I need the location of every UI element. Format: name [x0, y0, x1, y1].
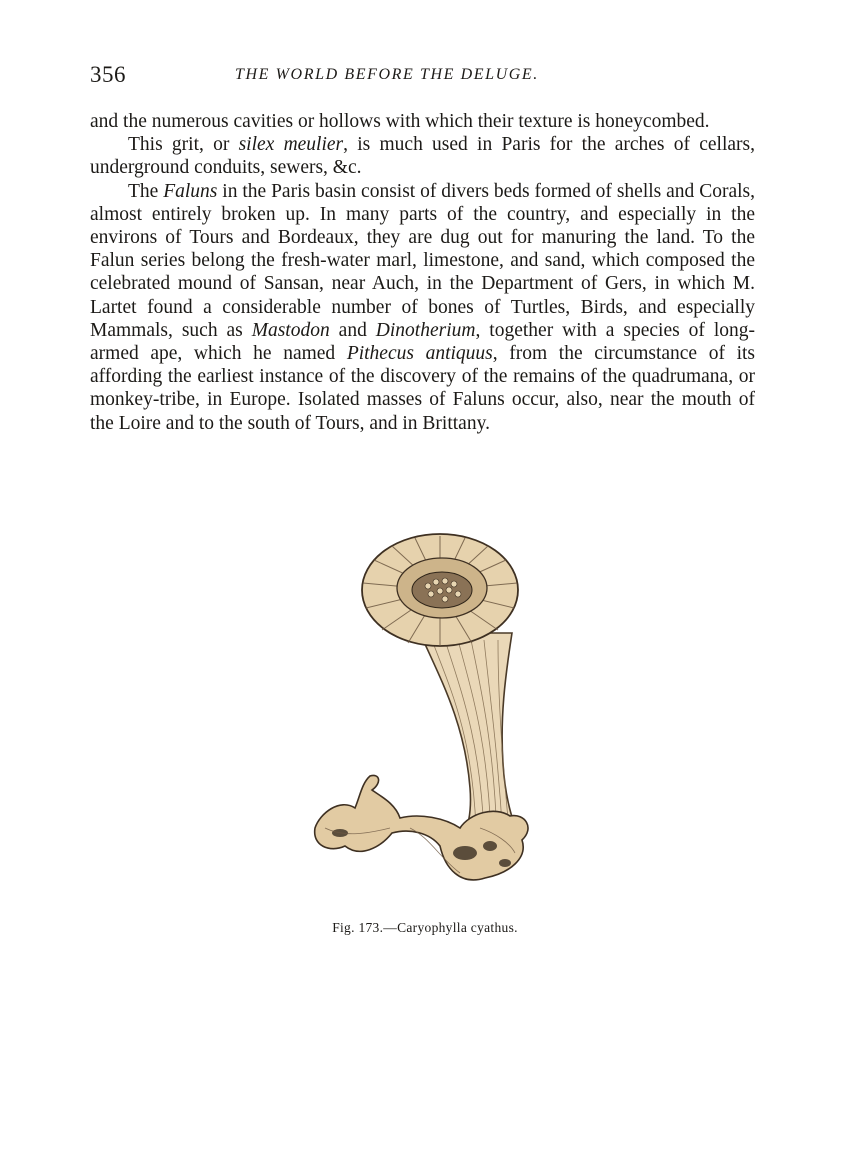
term-silex-meulier: silex meulier — [238, 134, 344, 156]
paragraph-3-text-c: and — [329, 319, 376, 341]
page-header — [90, 62, 755, 92]
paragraph-3-text-a: The — [128, 180, 164, 202]
paragraph-3-text-b: in the Paris basin consist of divers beds formed of shells and Corals, almost entirely broken up. In many parts of the country, and especially in the environs of Tours and Bordeaux, they are dug out for manuring the land. To the Falun series belong the fresh-water marl, limestone, and sand, which composed the celebrated mound of Sansan, near Auch, in the Department of Gers, in which M. Lartet found a considerable number of bones of Turtles, Birds, and especially Mammals, such as — [90, 180, 755, 341]
figure-caption: Fig. 173.—Caryophylla cyathus. — [332, 920, 518, 935]
body-text — [90, 110, 755, 435]
term-pithecus-antiquus: Pithecus antiquus — [346, 343, 493, 365]
paragraph-2-text-b: , is much used in Paris for the arches of cellars, underground conduits, sewers, &c. — [90, 134, 755, 179]
paragraph-3 — [90, 180, 755, 435]
term-faluns: Faluns — [163, 180, 218, 202]
caryophylla-coral-drawing — [300, 528, 550, 908]
paragraph-3-text-d: , together with a species of long-armed ape, which he named — [90, 319, 755, 365]
term-dinotherium: Dinotherium — [375, 319, 476, 341]
term-mastodon: Mastodon — [251, 319, 330, 341]
coral-illustration — [300, 528, 550, 908]
paragraph-2 — [90, 133, 755, 179]
paragraph-2-text-a: This grit, or — [128, 134, 239, 156]
running-title: THE WORLD BEFORE THE DELUGE. — [235, 66, 539, 83]
paragraph-1: and the numerous cavities or hollows with which their texture is honeycombed. — [90, 111, 710, 132]
paragraph-3-text-e: , from the circumstance of its affording the earliest instance of the discovery of the remains of the quadrumana, or monkey-tribe, in Europe. Isolated masses of Faluns occur, also, near the mouth of the Loire and to the south of Tours, and in Brittany. — [90, 343, 756, 434]
page-number: 356 — [90, 62, 126, 87]
